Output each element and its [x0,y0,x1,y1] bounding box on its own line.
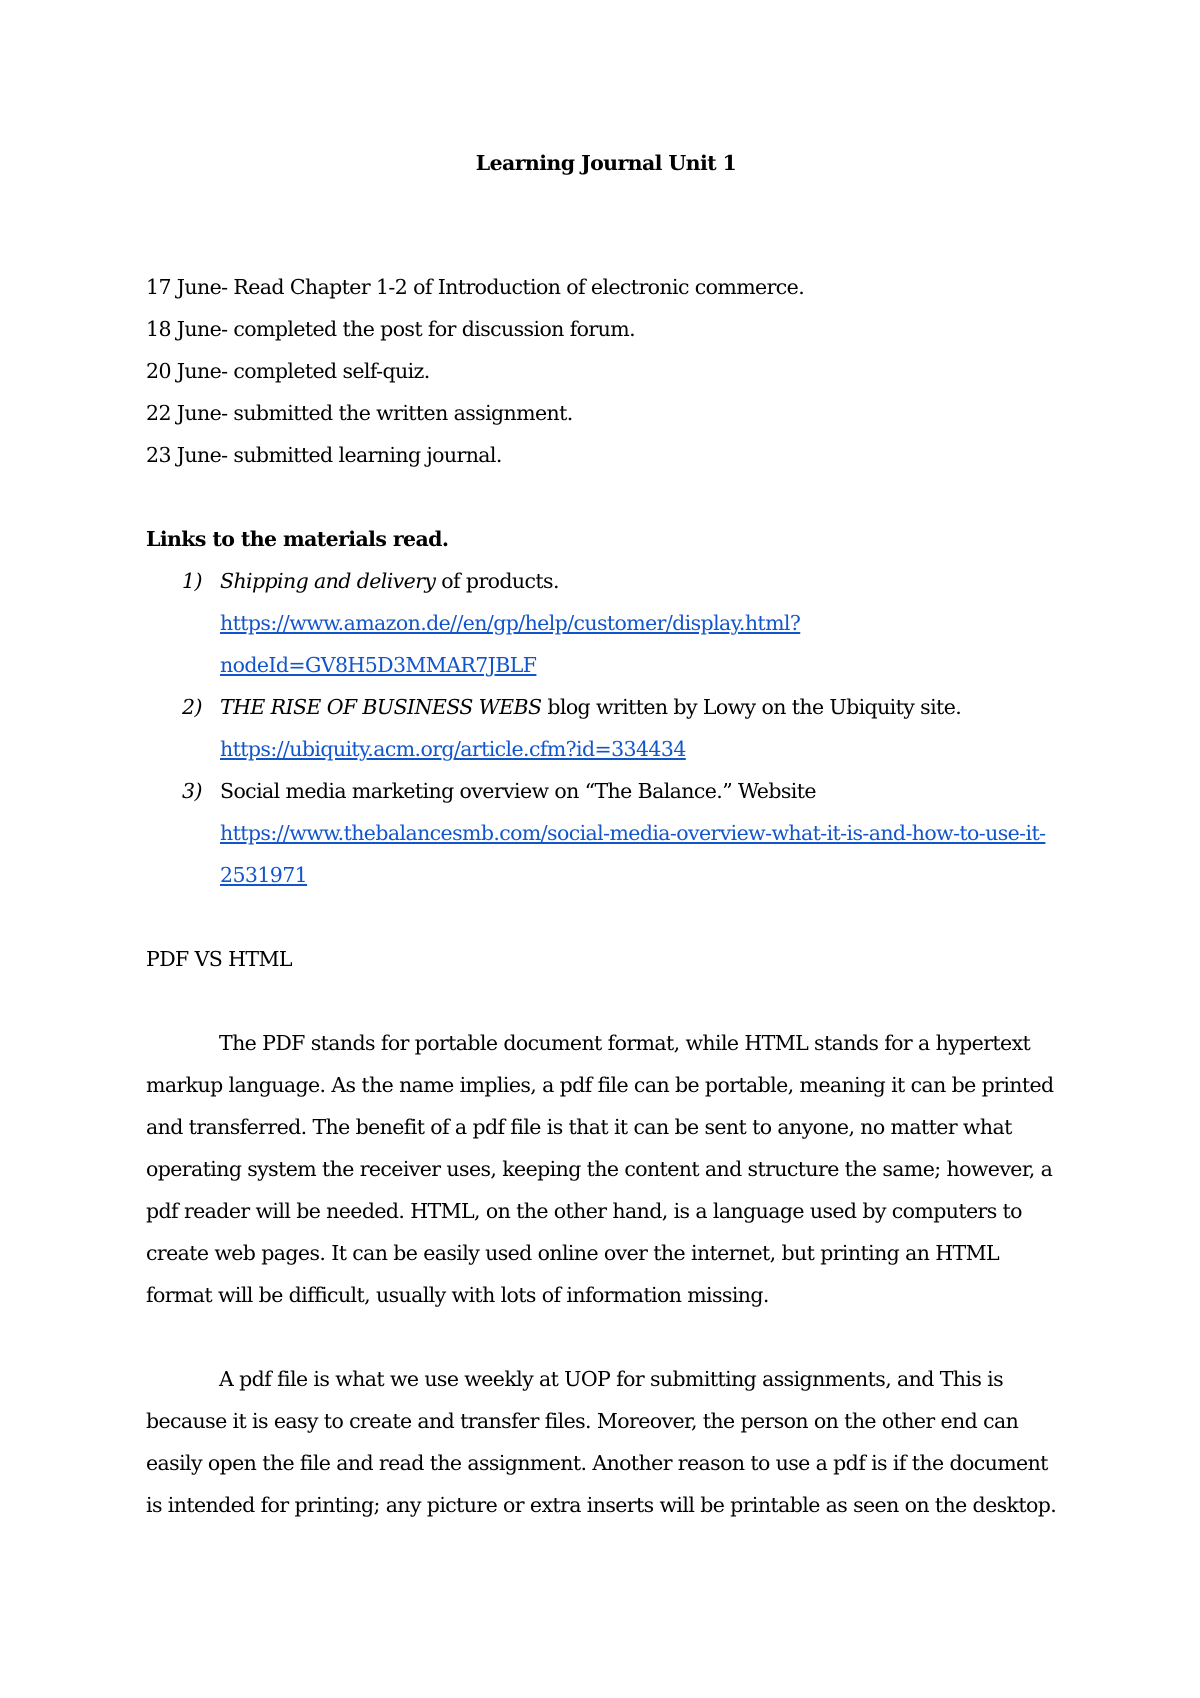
materials-list [146,560,1066,896]
material-title: THE RISE OF BUSINESS WEBS [220,695,542,719]
log-entry: 22 June- submitted the written assignment. [146,401,573,425]
list-number: 1) [182,569,202,593]
material-description [220,770,1066,812]
log-entry: 17 June- Read Chapter 1-2 of Introduction of electronic commerce. [146,275,805,299]
material-item [146,560,1066,686]
document-title: Learning Journal Unit 1 [475,151,737,175]
material-title: Shipping and delivery [220,569,436,593]
list-number: 3) [182,779,202,803]
material-item [146,686,1066,770]
log-entry: 18 June- completed the post for discussion forum. [146,317,635,341]
activity-log [146,266,1066,476]
material-link[interactable]: https://www.amazon.de//en/gp/help/customer/display.html? [220,611,801,635]
material-link[interactable]: https://ubiquity.acm.org/article.cfm?id=334434 [220,737,686,761]
material-item [146,770,1066,896]
material-link-continued[interactable]: 2531971 [220,863,308,887]
document-page [146,142,1066,1526]
list-number: 2) [182,695,202,719]
log-entry: 23 June- submitted learning journal. [146,443,502,467]
body-paragraph: A pdf file is what we use weekly at UOP for submitting assignments, and This is because it is easy to create and transfer files. Moreover, the person on the other end can easily open the file and read the assignment. Another reason to use a pdf is if the document is intended for printing; any picture or extra inserts will be printable as seen on the desktop. [146,1367,1057,1517]
material-link[interactable]: https://www.thebalancesmb.com/social-media-overview-what-it-is-and-how-to-use-it- [220,821,1046,845]
material-text: Social media marketing overview on “The Balance.” Website [220,779,816,803]
links-heading: Links to the materials read. [146,527,449,551]
section-heading: PDF VS HTML [146,947,292,971]
material-text: of products. [435,569,559,593]
material-description [220,560,1066,602]
material-description [220,686,1066,728]
material-text: blog written by Lowy on the Ubiquity site. [541,695,962,719]
body-paragraph: The PDF stands for portable document format, while HTML stands for a hypertext markup language. As the name implies, a pdf file can be portable, meaning it can be printed and transferred. The benefit of a pdf file is that it can be sent to anyone, no matter what operating system the receiver uses, keeping the content and structure the same; however, a pdf reader will be needed. HTML, on the other hand, is a language used by computers to create web pages. It can be easily used online over the internet, but printing an HTML format will be difficult, usually with lots of information missing. [146,1031,1054,1307]
log-entry: 20 June- completed self-quiz. [146,359,430,383]
material-link-continued[interactable]: nodeId=GV8H5D3MMAR7JBLF [220,653,537,677]
